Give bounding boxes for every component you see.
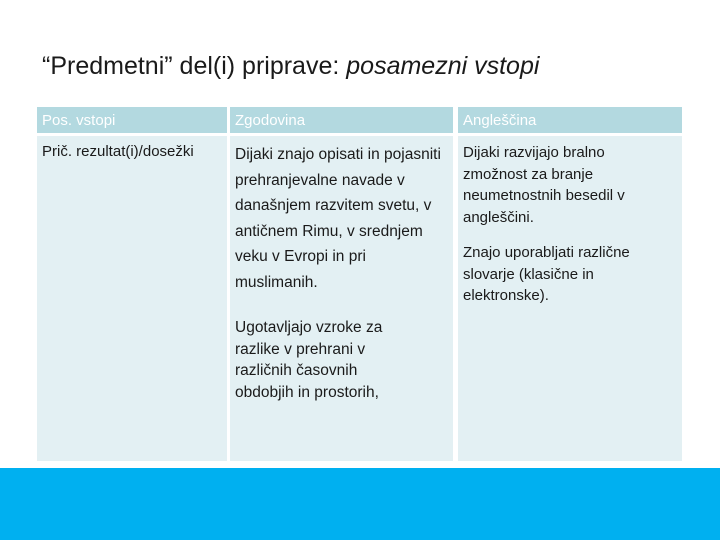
anglescina-cell bbox=[458, 136, 682, 461]
header-pos-vstopi: Pos. vstopi bbox=[37, 107, 227, 133]
row-label-cell bbox=[37, 136, 227, 461]
row-label: Prič. rezultat(i)/dosežki bbox=[42, 143, 194, 160]
slide-title-main: “Predmetni” del(i) priprave: bbox=[42, 52, 347, 80]
slide-title bbox=[42, 52, 539, 81]
footer-bar bbox=[0, 468, 720, 540]
header-anglescina: Angleščina bbox=[458, 107, 682, 133]
zgodovina-outcome-1: Dijaki znajo opisati in pojasniti prehranjevalne navade v današnjem razvitem svetu, v antičnem Rimu, v srednjem veku v Evropi in pri muslimanih. bbox=[235, 146, 441, 291]
zgodovina-outcome-2: Ugotavljajo vzroke za razlike v prehrani v različnih časovnih obdobjih in prostorih, bbox=[235, 319, 383, 401]
anglescina-outcome-2: Znajo uporabljati različne slovarje (klasične in elektronske). bbox=[463, 244, 630, 304]
slide-title-italic: posamezni vstopi bbox=[346, 52, 540, 80]
anglescina-outcome-1: Dijaki razvijajo bralno zmožnost za branje neumetnostnih besedil v angleščini. bbox=[463, 144, 625, 226]
content-table bbox=[37, 107, 682, 461]
zgodovina-cell bbox=[230, 136, 453, 461]
header-zgodovina: Zgodovina bbox=[230, 107, 453, 133]
